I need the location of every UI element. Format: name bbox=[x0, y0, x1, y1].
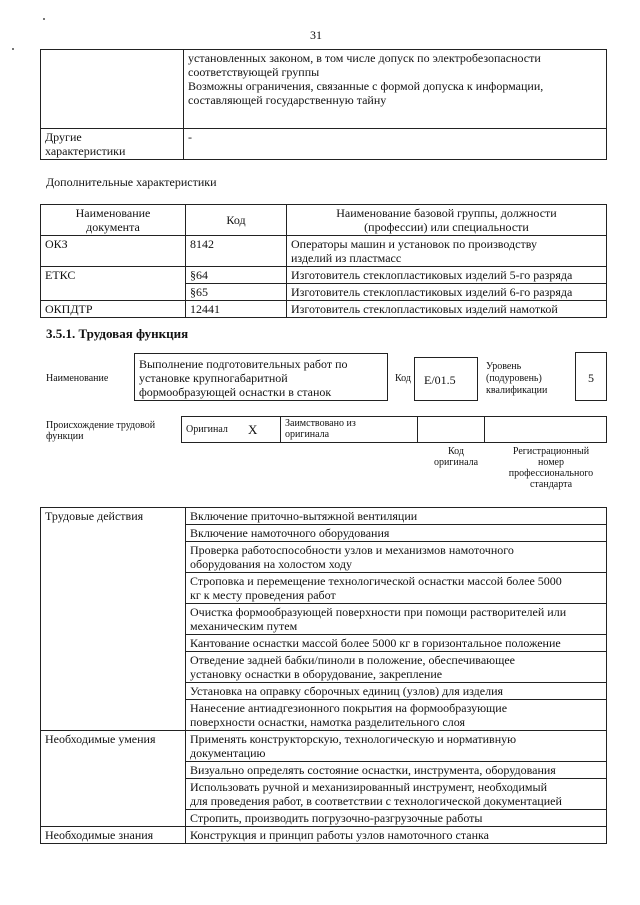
required-skill: Применять конструкторскую, технологическую и нормативную документацию bbox=[186, 731, 607, 762]
registration-number-caption: Регистрационный номер профессионального стандарта bbox=[508, 446, 594, 490]
required-skill: Стропить, производить погрузочно-разгрузочные работы bbox=[186, 810, 607, 827]
function-code-box: E/01.5 bbox=[414, 357, 478, 401]
labor-action: Кантование оснастки массой более 5000 кг в горизонтальное положение bbox=[186, 635, 607, 652]
row-code: §64 bbox=[186, 267, 287, 284]
labor-action: Нанесение антиадгезионного покрытия на формообразующие поверхности оснастки, намотка разделительного слоя bbox=[186, 700, 607, 731]
registration-number-cell bbox=[485, 417, 607, 443]
required-skill: Визуально определять состояние оснастки, инструмента, оборудования bbox=[186, 762, 607, 779]
additional-characteristics-table bbox=[40, 204, 607, 318]
required-skill: Использовать ручной и механизированный инструмент, необходимый для проведения работ, в соответствии с технологической документацией bbox=[186, 779, 607, 810]
labor-action: Очистка формообразующей поверхности при помощи растворителей или механическим путем bbox=[186, 604, 607, 635]
required-skills-label: Необходимые умения bbox=[41, 731, 186, 827]
labor-action: Отведение задней бабки/пиноли в положение, обеспечивающее установку оснастки в оборудование, закрепление bbox=[186, 652, 607, 683]
row-code: 8142 bbox=[186, 236, 287, 267]
header-code: Код bbox=[186, 205, 287, 236]
code-label: Код bbox=[395, 373, 411, 384]
qualification-level-box: 5 bbox=[575, 352, 607, 401]
row-group-name: Операторы машин и установок по производству изделий из пластмасс bbox=[287, 236, 607, 267]
other-characteristics-value: - bbox=[184, 129, 607, 160]
labor-action: Установка на оправку сборочных единиц (узлов) для изделия bbox=[186, 683, 607, 700]
row-doc-okz: ОКЗ bbox=[41, 236, 186, 267]
required-knowledge: Конструкция и принцип работы узлов намоточного станка bbox=[186, 827, 607, 844]
labor-action: Строповка и перемещение технологической оснастки массой более 5000 кг к месту проведения работ bbox=[186, 573, 607, 604]
row-code: 12441 bbox=[186, 301, 287, 318]
code-original-caption: Код оригинала bbox=[433, 446, 479, 468]
section-title: 3.5.1. Трудовая функция bbox=[46, 326, 189, 341]
row-group-name: Изготовитель стеклопластиковых изделий 6-го разряда bbox=[287, 284, 607, 301]
continued-label-cell bbox=[41, 50, 184, 129]
scan-mark bbox=[43, 18, 45, 20]
borrowed-label: Заимствовано из оригинала bbox=[281, 417, 418, 443]
function-name-box: Выполнение подготовительных работ по установке крупногабаритной формообразующей оснастки в станок bbox=[134, 353, 388, 401]
code-original-cell bbox=[418, 417, 485, 443]
original-label: Оригинал bbox=[182, 417, 245, 443]
origin-label: Происхождение трудовой функции bbox=[46, 420, 156, 442]
scan-mark bbox=[12, 48, 14, 50]
qualification-level-label: Уровень (подуровень) квалификации bbox=[486, 361, 548, 396]
page-number: 31 bbox=[310, 28, 322, 42]
top-characteristics-table bbox=[40, 49, 607, 160]
row-doc-etks: ЕТКС bbox=[41, 267, 186, 301]
continued-text-cell: установленных законом, в том числе допуск по электробезопасности соответствующей группы Возможны ограничения, связанные с формой допуска к информации, составляющей государственную тайну bbox=[184, 50, 607, 129]
original-x-mark: X bbox=[244, 417, 281, 443]
labor-action: Включение намоточного оборудования bbox=[186, 525, 607, 542]
row-doc-okpdtr: ОКПДТР bbox=[41, 301, 186, 318]
other-characteristics-label: Другие характеристики bbox=[41, 129, 184, 160]
row-group-name: Изготовитель стеклопластиковых изделий 5-го разряда bbox=[287, 267, 607, 284]
labor-actions-label: Трудовые действия bbox=[41, 508, 186, 731]
labor-action: Включение приточно-вытяжной вентиляции bbox=[186, 508, 607, 525]
row-group-name: Изготовитель стеклопластиковых изделий намоткой bbox=[287, 301, 607, 318]
header-group-name: Наименование базовой группы, должности (профессии) или специальности bbox=[287, 205, 607, 236]
additional-characteristics-heading: Дополнительные характеристики bbox=[46, 175, 217, 189]
name-label: Наименование bbox=[46, 373, 109, 384]
origin-table bbox=[181, 416, 607, 443]
labor-action: Проверка работоспособности узлов и механизмов намоточного оборудования на холостом ходу bbox=[186, 542, 607, 573]
header-document: Наименование документа bbox=[41, 205, 186, 236]
required-knowledge-label: Необходимые знания bbox=[41, 827, 186, 844]
labor-function-table bbox=[40, 507, 607, 844]
row-code: §65 bbox=[186, 284, 287, 301]
